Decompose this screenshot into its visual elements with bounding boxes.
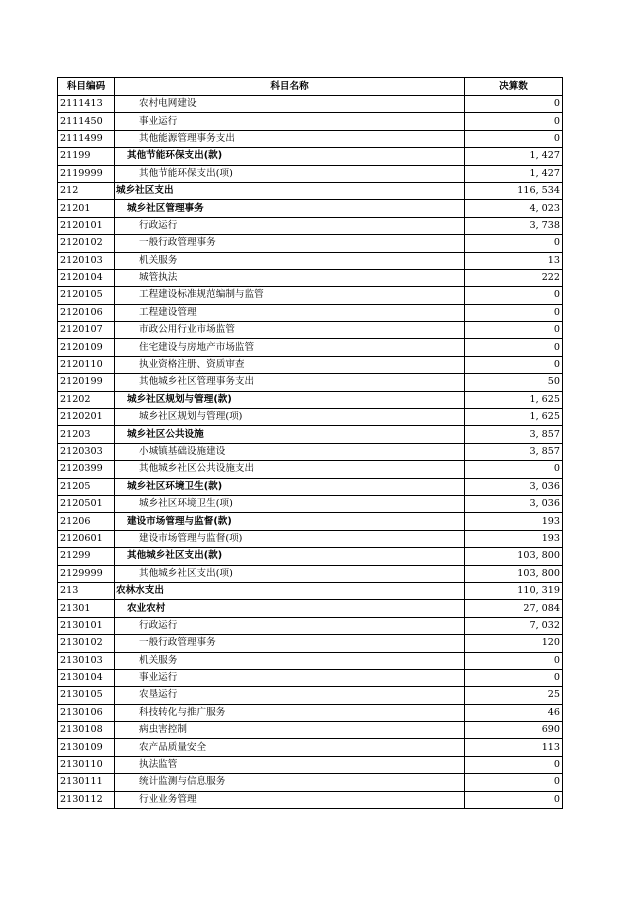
subject-name: 农村电网建设 <box>115 96 465 113</box>
table-row <box>58 287 563 304</box>
final-amount: 3, 036 <box>465 478 563 495</box>
subject-code: 21203 <box>58 426 115 443</box>
final-amount: 7, 032 <box>465 617 563 634</box>
subject-code: 21299 <box>58 548 115 565</box>
subject-code: 21205 <box>58 478 115 495</box>
final-amount: 0 <box>465 339 563 356</box>
subject-name: 城乡社区规划与管理(款) <box>115 391 465 408</box>
final-amount: 116, 534 <box>465 182 563 199</box>
subject-name: 科技转化与推广服务 <box>115 704 465 721</box>
table-row <box>58 200 563 217</box>
table-row <box>58 774 563 791</box>
final-amount: 193 <box>465 530 563 547</box>
subject-name: 城乡社区规划与管理(项) <box>115 409 465 426</box>
subject-name: 其他城乡社区公共设施支出 <box>115 461 465 478</box>
subject-name: 其他节能环保支出(款) <box>115 148 465 165</box>
final-amount: 222 <box>465 269 563 286</box>
subject-name: 一般行政管理事务 <box>115 635 465 652</box>
final-amount: 25 <box>465 687 563 704</box>
subject-code: 2129999 <box>58 565 115 582</box>
subject-code: 212 <box>58 182 115 199</box>
subject-name: 城乡社区公共设施 <box>115 426 465 443</box>
table-row <box>58 722 563 739</box>
subject-code: 2120199 <box>58 374 115 391</box>
final-amount: 4, 023 <box>465 200 563 217</box>
table-row <box>58 113 563 130</box>
subject-name: 城乡社区环境卫生(项) <box>115 495 465 512</box>
subject-code: 2120104 <box>58 269 115 286</box>
table-row <box>58 96 563 113</box>
final-amount: 1, 625 <box>465 409 563 426</box>
final-amount: 1, 625 <box>465 391 563 408</box>
subject-code: 2111413 <box>58 96 115 113</box>
subject-name: 城乡社区管理事务 <box>115 200 465 217</box>
subject-name: 农产品质量安全 <box>115 739 465 756</box>
subject-code: 2120102 <box>58 235 115 252</box>
table-row <box>58 687 563 704</box>
subject-name: 其他能源管理事务支出 <box>115 130 465 147</box>
table-row <box>58 374 563 391</box>
table-header <box>58 78 563 96</box>
subject-name: 农业农村 <box>115 600 465 617</box>
final-amount: 0 <box>465 652 563 669</box>
final-amount: 3, 857 <box>465 426 563 443</box>
subject-code: 2120106 <box>58 304 115 321</box>
subject-name: 统计监测与信息服务 <box>115 774 465 791</box>
subject-code: 213 <box>58 582 115 599</box>
final-amount: 27, 084 <box>465 600 563 617</box>
budget-table <box>57 77 563 809</box>
subject-code: 2130106 <box>58 704 115 721</box>
subject-name: 其他城乡社区管理事务支出 <box>115 374 465 391</box>
subject-code: 21201 <box>58 200 115 217</box>
subject-name: 住宅建设与房地产市场监管 <box>115 339 465 356</box>
subject-code: 2130104 <box>58 669 115 686</box>
final-amount: 0 <box>465 356 563 373</box>
subject-name: 城管执法 <box>115 269 465 286</box>
table-row <box>58 635 563 652</box>
final-amount: 1, 427 <box>465 148 563 165</box>
subject-code: 2120110 <box>58 356 115 373</box>
table-row <box>58 165 563 182</box>
subject-code: 21202 <box>58 391 115 408</box>
table-row <box>58 443 563 460</box>
subject-name: 建设市场管理与监督(项) <box>115 530 465 547</box>
subject-code: 2120107 <box>58 322 115 339</box>
final-amount: 690 <box>465 722 563 739</box>
table-row <box>58 791 563 808</box>
subject-code: 2130110 <box>58 756 115 773</box>
table-row <box>58 304 563 321</box>
table-row <box>58 252 563 269</box>
subject-code: 2119999 <box>58 165 115 182</box>
subject-code: 2120303 <box>58 443 115 460</box>
subject-code: 21301 <box>58 600 115 617</box>
table-row <box>58 235 563 252</box>
final-amount: 0 <box>465 461 563 478</box>
final-amount: 0 <box>465 774 563 791</box>
table-row <box>58 617 563 634</box>
table-row <box>58 269 563 286</box>
subject-name: 机关服务 <box>115 652 465 669</box>
final-amount: 0 <box>465 113 563 130</box>
final-amount: 0 <box>465 791 563 808</box>
subject-code: 2130109 <box>58 739 115 756</box>
header-amount: 决算数 <box>465 78 563 96</box>
subject-code: 21199 <box>58 148 115 165</box>
subject-code: 2120109 <box>58 339 115 356</box>
final-amount: 110, 319 <box>465 582 563 599</box>
final-amount: 120 <box>465 635 563 652</box>
final-amount: 0 <box>465 130 563 147</box>
subject-code: 2130102 <box>58 635 115 652</box>
table-row <box>58 669 563 686</box>
table-row <box>58 217 563 234</box>
table-row <box>58 339 563 356</box>
final-amount: 0 <box>465 96 563 113</box>
subject-name: 执法监管 <box>115 756 465 773</box>
subject-code: 2130101 <box>58 617 115 634</box>
table-row <box>58 426 563 443</box>
subject-name: 行业业务管理 <box>115 791 465 808</box>
subject-name: 行政运行 <box>115 617 465 634</box>
final-amount: 3, 738 <box>465 217 563 234</box>
final-amount: 3, 857 <box>465 443 563 460</box>
final-amount: 13 <box>465 252 563 269</box>
final-amount: 103, 800 <box>465 548 563 565</box>
final-amount: 0 <box>465 322 563 339</box>
final-amount: 193 <box>465 513 563 530</box>
subject-code: 2120399 <box>58 461 115 478</box>
subject-code: 2111499 <box>58 130 115 147</box>
subject-name: 事业运行 <box>115 113 465 130</box>
subject-name: 病虫害控制 <box>115 722 465 739</box>
subject-name: 工程建设管理 <box>115 304 465 321</box>
subject-code: 2120105 <box>58 287 115 304</box>
subject-code: 2120601 <box>58 530 115 547</box>
table-row <box>58 495 563 512</box>
subject-code: 2130112 <box>58 791 115 808</box>
final-amount: 103, 800 <box>465 565 563 582</box>
subject-name: 事业运行 <box>115 669 465 686</box>
subject-code: 2130111 <box>58 774 115 791</box>
table-row <box>58 182 563 199</box>
subject-name: 机关服务 <box>115 252 465 269</box>
table-row <box>58 756 563 773</box>
table-row <box>58 652 563 669</box>
table-row <box>58 530 563 547</box>
table-row <box>58 461 563 478</box>
subject-name: 市政公用行业市场监管 <box>115 322 465 339</box>
final-amount: 0 <box>465 287 563 304</box>
subject-code: 2130108 <box>58 722 115 739</box>
final-amount: 50 <box>465 374 563 391</box>
subject-code: 2120501 <box>58 495 115 512</box>
subject-name: 其他节能环保支出(项) <box>115 165 465 182</box>
table-row <box>58 582 563 599</box>
subject-code: 2111450 <box>58 113 115 130</box>
table-body <box>58 96 563 809</box>
subject-name: 执业资格注册、资质审查 <box>115 356 465 373</box>
final-amount: 0 <box>465 235 563 252</box>
subject-name: 工程建设标准规范编制与监管 <box>115 287 465 304</box>
final-amount: 0 <box>465 669 563 686</box>
table-row <box>58 409 563 426</box>
subject-code: 2120103 <box>58 252 115 269</box>
table-row <box>58 356 563 373</box>
subject-name: 行政运行 <box>115 217 465 234</box>
header-code: 科目编码 <box>58 78 115 96</box>
table-row <box>58 391 563 408</box>
subject-name: 农林水支出 <box>115 582 465 599</box>
header-name: 科目名称 <box>115 78 465 96</box>
subject-code: 2120101 <box>58 217 115 234</box>
final-amount: 46 <box>465 704 563 721</box>
table-row <box>58 513 563 530</box>
subject-code: 21206 <box>58 513 115 530</box>
subject-name: 城乡社区支出 <box>115 182 465 199</box>
subject-code: 2130103 <box>58 652 115 669</box>
table-row <box>58 704 563 721</box>
subject-code: 2130105 <box>58 687 115 704</box>
header-row <box>58 78 563 96</box>
table-row <box>58 148 563 165</box>
subject-code: 2120201 <box>58 409 115 426</box>
final-amount: 1, 427 <box>465 165 563 182</box>
table-row <box>58 130 563 147</box>
table-row <box>58 548 563 565</box>
subject-name: 建设市场管理与监督(款) <box>115 513 465 530</box>
table-row <box>58 478 563 495</box>
subject-name: 一般行政管理事务 <box>115 235 465 252</box>
subject-name: 其他城乡社区支出(项) <box>115 565 465 582</box>
final-amount: 3, 036 <box>465 495 563 512</box>
table-row <box>58 600 563 617</box>
table-row <box>58 322 563 339</box>
final-amount: 0 <box>465 756 563 773</box>
subject-name: 小城镇基础设施建设 <box>115 443 465 460</box>
final-amount: 113 <box>465 739 563 756</box>
subject-name: 其他城乡社区支出(款) <box>115 548 465 565</box>
subject-name: 城乡社区环境卫生(款) <box>115 478 465 495</box>
subject-name: 农垦运行 <box>115 687 465 704</box>
table-row <box>58 565 563 582</box>
table-row <box>58 739 563 756</box>
final-amount: 0 <box>465 304 563 321</box>
